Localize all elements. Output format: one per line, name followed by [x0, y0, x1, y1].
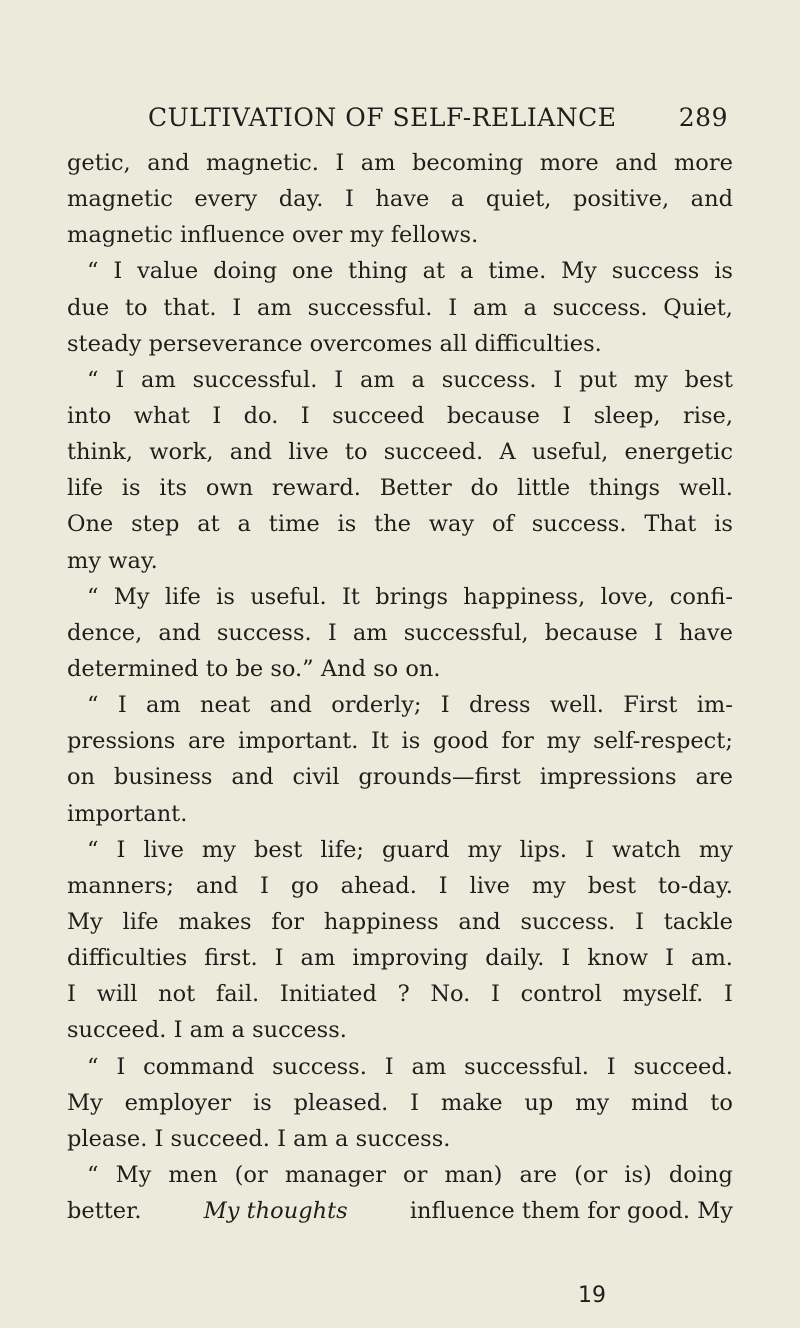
word: am: [146, 692, 181, 719]
word: my: [531, 872, 566, 899]
word: succeed.: [383, 439, 484, 466]
word: I: [344, 186, 354, 213]
word: ahead.: [340, 872, 417, 899]
word: Quiet,: [663, 294, 733, 321]
word: happiness,: [463, 583, 586, 610]
word: “: [87, 1053, 99, 1080]
word: a: [411, 366, 425, 393]
word: at: [197, 511, 220, 538]
word: my: [467, 836, 502, 863]
word: my: [201, 836, 236, 863]
word: and: [229, 439, 273, 466]
word: confi-: [669, 583, 733, 610]
word: positive,: [573, 186, 670, 213]
word: of: [491, 511, 514, 538]
word: successful.: [192, 366, 318, 393]
text-line: [67, 1157, 733, 1193]
word: success.: [441, 366, 537, 393]
word: well.: [549, 692, 604, 719]
word: my: [575, 1089, 610, 1116]
word: love,: [600, 583, 655, 610]
word: One: [67, 511, 114, 538]
text-line: [67, 1085, 733, 1121]
word: because: [446, 402, 540, 429]
word: tackle: [663, 908, 733, 935]
word: brings: [375, 583, 449, 610]
word: quiet,: [485, 186, 552, 213]
word: am: [359, 366, 395, 393]
word: due: [67, 294, 110, 321]
word: is: [216, 583, 235, 610]
word: and: [458, 908, 501, 935]
word: I: [553, 366, 563, 393]
word: at: [422, 258, 446, 285]
word: I: [327, 619, 337, 646]
text-line: steady perseverance overcomes all difficulties.: [67, 330, 602, 357]
word: First: [623, 692, 678, 719]
word: reward.: [271, 475, 361, 502]
word: for: [501, 728, 534, 755]
word: useful,: [531, 439, 609, 466]
word: have: [678, 619, 733, 646]
text-line: [67, 579, 733, 615]
word: every: [194, 186, 258, 213]
text-line: [67, 759, 733, 795]
word: successful.: [307, 294, 433, 321]
word: energetic: [624, 439, 733, 466]
word: good: [432, 728, 489, 755]
word: are: [187, 728, 226, 755]
word: makes: [178, 908, 252, 935]
word: successful.: [464, 1053, 589, 1080]
word: is: [337, 511, 357, 538]
word: A: [499, 439, 516, 466]
word: time: [268, 511, 320, 538]
word: way: [428, 511, 475, 538]
word: employer: [124, 1089, 232, 1116]
word: have: [375, 186, 430, 213]
word: know: [587, 945, 649, 972]
word: go: [290, 872, 319, 899]
word: I: [334, 366, 344, 393]
italic-phrase: My thoughts: [203, 1198, 348, 1225]
word: live: [143, 836, 184, 863]
text-line: [67, 290, 733, 326]
word: up: [524, 1089, 554, 1116]
word: successful,: [403, 619, 529, 646]
word: success.: [216, 619, 312, 646]
word: because: [544, 619, 638, 646]
word: I: [116, 836, 126, 863]
word: value: [137, 258, 199, 285]
word: doing: [668, 1161, 733, 1188]
word: Initiated: [279, 981, 377, 1008]
word: am: [411, 1053, 447, 1080]
word: succeed.: [633, 1053, 733, 1080]
word: life: [122, 908, 159, 935]
word: and: [147, 150, 190, 176]
word: to: [125, 294, 148, 321]
text-line: [67, 434, 733, 470]
word: not: [158, 981, 196, 1008]
word: and: [690, 186, 733, 213]
word: best: [684, 366, 733, 393]
word: do: [470, 475, 499, 502]
word: I: [491, 981, 500, 1008]
word: day.: [278, 186, 324, 213]
word: watch: [612, 836, 681, 863]
word: best: [254, 836, 303, 863]
word: It: [342, 583, 360, 610]
word: man): [444, 1161, 503, 1188]
word: a: [450, 186, 465, 213]
word: success.: [520, 908, 616, 935]
word: I: [585, 836, 594, 863]
word: That: [644, 511, 697, 538]
word: I: [67, 981, 76, 1008]
word: do.: [243, 402, 279, 429]
word: a: [237, 511, 251, 538]
word: im-: [696, 692, 733, 719]
word: a: [459, 258, 474, 285]
text-line: please. I succeed. I am a success.: [67, 1125, 451, 1152]
text-line: [67, 1049, 733, 1085]
word: is: [121, 475, 141, 502]
word: mind: [631, 1089, 689, 1116]
word: life;: [320, 836, 364, 863]
word: and: [195, 872, 239, 899]
word: are: [519, 1161, 558, 1188]
word: my: [546, 728, 581, 755]
word: pleased.: [293, 1089, 389, 1116]
word: pressions: [67, 728, 176, 755]
word: doing: [213, 258, 278, 285]
word: civil: [292, 764, 340, 791]
word: am: [352, 619, 388, 646]
text-line: important.: [67, 800, 188, 827]
word: I: [440, 692, 450, 719]
word: a: [523, 294, 537, 321]
word: I: [115, 366, 125, 393]
final-line-end: influence them for good. My: [409, 1198, 733, 1225]
text-line: [67, 506, 733, 542]
word: I: [335, 150, 345, 176]
word: more: [673, 150, 733, 176]
word: guard: [382, 836, 450, 863]
word: success.: [552, 294, 648, 321]
word: I: [384, 1053, 394, 1080]
word: I: [116, 1053, 126, 1080]
word: “: [87, 836, 99, 863]
text-line: [67, 723, 733, 759]
word: am: [300, 945, 336, 972]
word: rise,: [683, 402, 733, 429]
word: its: [159, 475, 188, 502]
word: “: [87, 366, 99, 393]
word: My: [67, 908, 103, 935]
word: daily.: [485, 945, 545, 972]
word: self-respect;: [593, 728, 733, 755]
word: and: [269, 692, 312, 719]
word: I: [410, 1089, 420, 1116]
word: my: [698, 836, 733, 863]
word: becoming: [411, 150, 524, 176]
text-line: [67, 253, 733, 289]
word: is: [401, 728, 421, 755]
word: important.: [238, 728, 359, 755]
running-head: [148, 103, 728, 137]
word: life: [164, 583, 201, 610]
word: dress: [468, 692, 531, 719]
text-line: succeed. I am a success.: [67, 1017, 347, 1044]
word: magnetic: [67, 186, 173, 213]
word: command: [143, 1053, 255, 1080]
word: My: [67, 1089, 103, 1116]
text-line: [67, 398, 733, 434]
word: “: [87, 692, 99, 719]
text-line: [67, 687, 733, 723]
word: first.: [204, 945, 258, 972]
word: is: [253, 1089, 272, 1116]
word: is): [624, 1161, 652, 1188]
word: I: [212, 402, 222, 429]
word: the: [374, 511, 411, 538]
word: It: [370, 728, 389, 755]
word: neat: [200, 692, 251, 719]
text-line: [67, 904, 733, 940]
word: success: [611, 258, 700, 285]
word: my: [633, 366, 668, 393]
body-text: [67, 145, 733, 1229]
word: myself.: [622, 981, 704, 1008]
word: difficulties: [67, 945, 188, 972]
word: on: [67, 764, 96, 791]
word: time.: [488, 258, 547, 285]
word: grounds—first: [358, 764, 521, 791]
word: success.: [272, 1053, 367, 1080]
word: ?: [397, 981, 410, 1008]
word: own: [205, 475, 254, 502]
text-line: [67, 181, 733, 217]
word: business: [113, 764, 213, 791]
word: lips.: [519, 836, 568, 863]
word: My: [561, 258, 597, 285]
word: step: [131, 511, 180, 538]
word: and: [615, 150, 658, 176]
word: what: [133, 402, 190, 429]
word: is: [714, 511, 733, 538]
word: life: [67, 475, 104, 502]
word: are: [695, 764, 733, 791]
word: more: [539, 150, 599, 176]
signature-mark: 19: [578, 1283, 606, 1308]
word: put: [579, 366, 617, 393]
text-line: determined to be so.” And so on.: [67, 655, 441, 682]
word: is: [714, 258, 733, 285]
text-line: [67, 940, 733, 976]
text-line: my way.: [67, 547, 158, 574]
word: dence,: [67, 619, 143, 646]
word: success.: [531, 511, 627, 538]
word: well.: [678, 475, 733, 502]
word: one: [291, 258, 334, 285]
word: live: [469, 872, 510, 899]
word: think,: [67, 439, 134, 466]
word: I: [561, 945, 571, 972]
word: thing: [348, 258, 408, 285]
word: for: [271, 908, 305, 935]
word: am: [257, 294, 292, 321]
word: or: [403, 1161, 428, 1188]
word: succeed: [332, 402, 425, 429]
word: things: [588, 475, 661, 502]
word: into: [67, 402, 112, 429]
word: and: [158, 619, 201, 646]
word: to: [344, 439, 368, 466]
word: am: [472, 294, 508, 321]
word: happiness: [323, 908, 439, 935]
word: manners;: [67, 872, 174, 899]
word: work,: [149, 439, 214, 466]
word: I: [300, 402, 310, 429]
word: impressions: [539, 764, 677, 791]
final-line-start: better.: [67, 1198, 142, 1225]
word: am: [141, 366, 176, 393]
text-line: [67, 868, 733, 904]
word: magnetic.: [205, 150, 319, 176]
word: My: [115, 1161, 152, 1188]
word: am: [360, 150, 396, 176]
word: (or: [234, 1161, 268, 1188]
word: best: [587, 872, 637, 899]
word: I: [562, 402, 572, 429]
word: I: [232, 294, 242, 321]
word: I: [606, 1053, 616, 1080]
word: My: [113, 583, 150, 610]
word: “: [87, 258, 99, 285]
word: useful.: [250, 583, 327, 610]
word: I: [274, 945, 284, 972]
word: getic,: [67, 150, 131, 176]
text-line: [67, 976, 733, 1012]
word: “: [87, 583, 99, 610]
word: fail.: [215, 981, 260, 1008]
word: live: [288, 439, 329, 466]
word: sleep,: [593, 402, 661, 429]
word: “: [87, 1161, 99, 1188]
word: that.: [163, 294, 217, 321]
word: I: [448, 294, 458, 321]
running-title: CULTIVATION OF SELF-RELIANCE: [148, 103, 617, 132]
word: improving: [352, 945, 469, 972]
word: I: [113, 258, 123, 285]
word: I: [260, 872, 269, 899]
word: orderly;: [331, 692, 422, 719]
page-number: 289: [678, 103, 728, 132]
word: little: [517, 475, 571, 502]
word: I: [117, 692, 127, 719]
word: men: [168, 1161, 218, 1188]
text-line: [67, 145, 733, 181]
word: to: [710, 1089, 733, 1116]
word: I: [665, 945, 675, 972]
word: manager: [284, 1161, 386, 1188]
word: (or: [574, 1161, 608, 1188]
word: control: [520, 981, 602, 1008]
word: make: [440, 1089, 503, 1116]
word: I: [723, 981, 733, 1008]
word: and: [231, 764, 274, 791]
word: No.: [430, 981, 471, 1008]
text-line: [67, 470, 733, 506]
word: to-day.: [657, 872, 733, 899]
text-line: magnetic influence over my fellows.: [67, 222, 479, 249]
word: I: [653, 619, 663, 646]
text-line: [67, 832, 733, 868]
word: will: [96, 981, 138, 1008]
word: I: [438, 872, 448, 899]
text-line-final: [67, 1193, 733, 1229]
word: Better: [379, 475, 452, 502]
text-line: [67, 615, 733, 651]
word: I: [635, 908, 644, 935]
text-line: [67, 362, 733, 398]
word: am.: [691, 945, 733, 972]
